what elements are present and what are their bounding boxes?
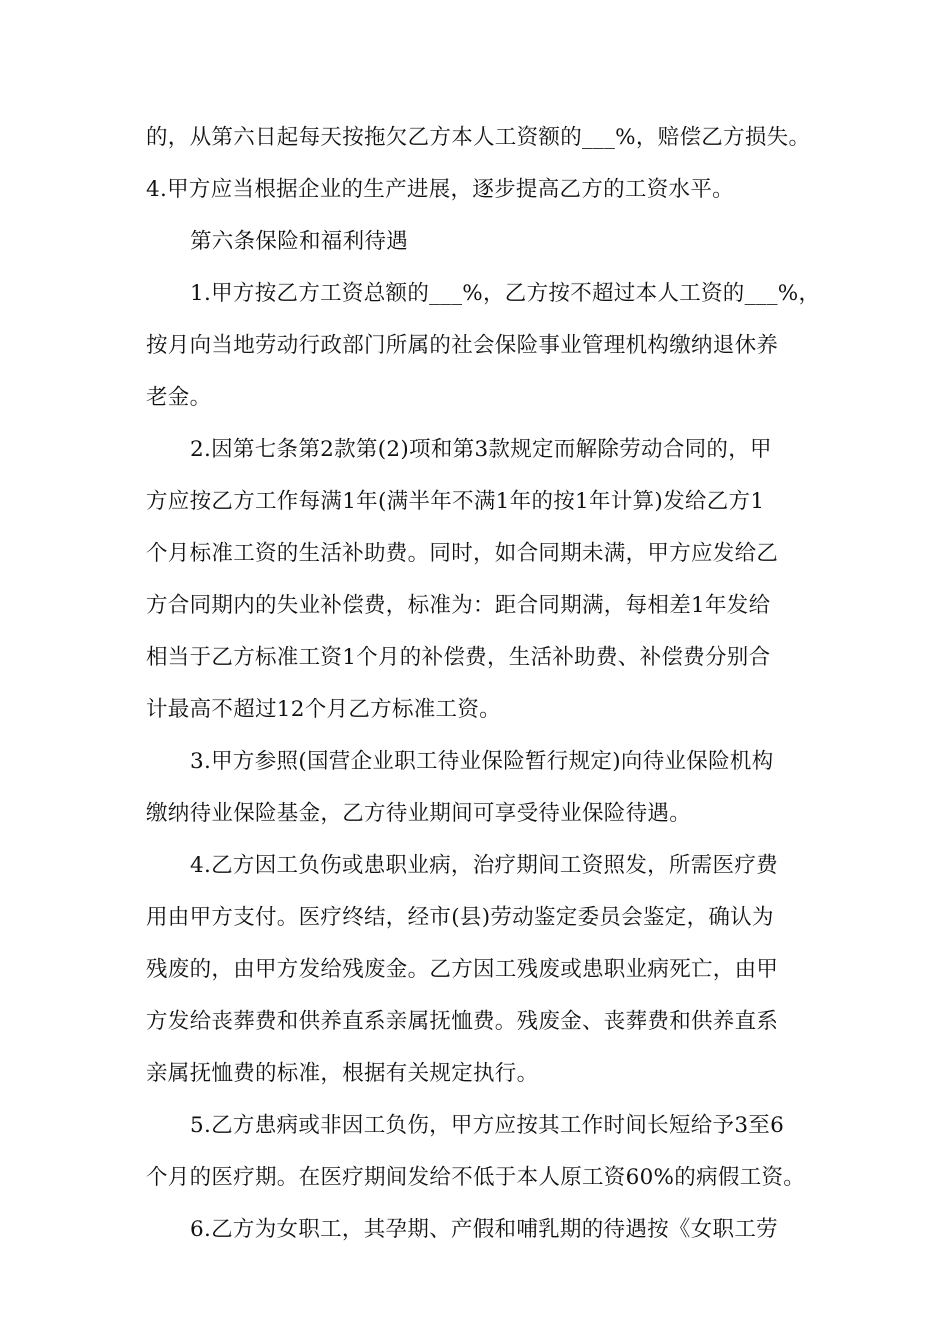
- text-line: 个月的医疗期。在医疗期间发给不低于本人原工资60%的病假工资。: [146, 1165, 806, 1190]
- section-heading: 第六条保险和福利待遇: [190, 229, 409, 254]
- text-line: 方应按乙方工作每满1年(满半年不满1年的按1年计算)发给乙方1: [146, 489, 765, 514]
- paragraph-start: 1.甲方按乙方工资总额的___%，乙方按不超过本人工资的___%，: [190, 281, 821, 306]
- text-line: 残废的，由甲方发给残废金。乙方因工残废或患职业病死亡，由甲: [146, 957, 779, 982]
- document-body: [146, 112, 821, 1256]
- paragraph-start: 4.乙方因工负伤或患职业病，治疗期间工资照发，所需医疗费: [190, 853, 778, 878]
- text-line: 用由甲方支付。医疗终结，经市(县)劳动鉴定委员会鉴定，确认为: [146, 905, 774, 930]
- text-line: 方发给丧葬费和供养直系亲属抚恤费。残废金、丧葬费和供养直系: [146, 1009, 779, 1034]
- paragraph-start: 3.甲方参照(国营企业职工待业保险暂行规定)向待业保险机构: [190, 749, 774, 774]
- text-line: 计最高不超过12个月乙方标准工资。: [146, 697, 501, 722]
- text-line: 4.甲方应当根据企业的生产进展，逐步提高乙方的工资水平。: [146, 177, 734, 202]
- paragraph-start: 2.因第七条第2款第(2)项和第3款规定而解除劳动合同的，甲: [190, 437, 772, 462]
- text-line: 缴纳待业保险基金，乙方待业期间可享受待业保险待遇。: [146, 801, 692, 826]
- text-line: 老金。: [146, 385, 212, 410]
- text-line: 的，从第六日起每天按拖欠乙方本人工资额的___%，赔偿乙方损失。: [146, 125, 811, 150]
- text-line: 亲属抚恤费的标准，根据有关规定执行。: [146, 1061, 539, 1086]
- text-line: 相当于乙方标准工资1个月的补偿费，生活补助费、补偿费分别合: [146, 645, 771, 670]
- text-line: 按月向当地劳动行政部门所属的社会保险事业管理机构缴纳退休养: [146, 333, 779, 358]
- text-line: 个月标准工资的生活补助费。同时，如合同期未满，甲方应发给乙: [146, 541, 779, 566]
- paragraph-start: 6.乙方为女职工，其孕期、产假和哺乳期的待遇按《女职工劳: [190, 1217, 778, 1242]
- text-line: 方合同期内的失业补偿费，标准为：距合同期满，每相差1年发给: [146, 593, 771, 618]
- paragraph-start: 5.乙方患病或非因工负伤，甲方应按其工作时间长短给予3至6: [190, 1113, 785, 1138]
